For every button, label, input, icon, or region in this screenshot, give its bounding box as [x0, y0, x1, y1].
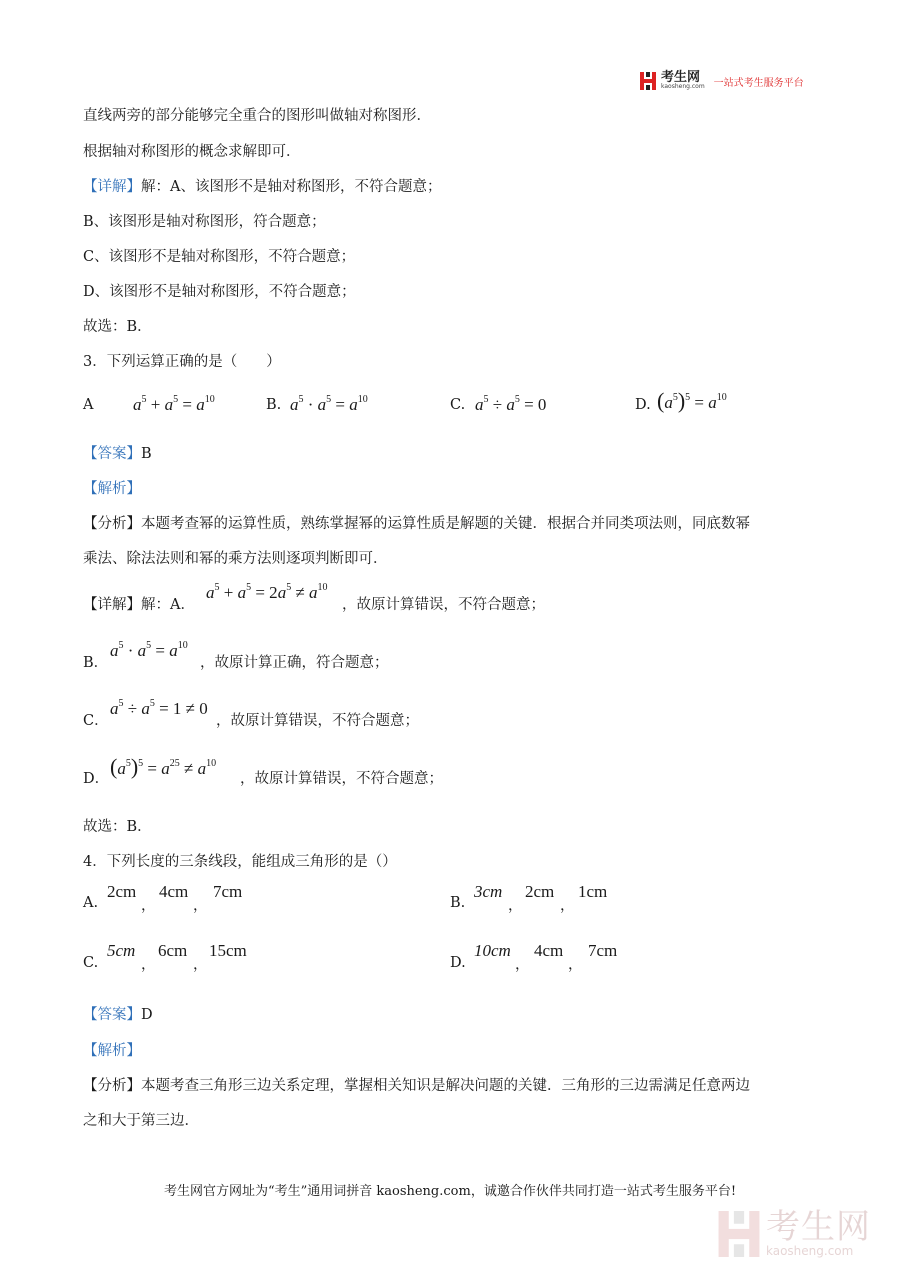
q4-analysis-l2: 之和大于第三边．: [83, 1113, 199, 1129]
q4-opt-a-2: 4cm: [159, 882, 189, 901]
q3-jiexi-tag: 【解析】: [83, 481, 141, 497]
q3-detail-d-prefix: D．: [83, 771, 110, 787]
q4-opt-c-1: 5cm: [107, 941, 136, 960]
q3-opt-d-math: $(a^5)^5 = a^{10}$: [657, 388, 727, 413]
q2-detail-c: C、该图形不是轴对称图形，不符合题意；: [83, 249, 356, 265]
analysis-tag: 【分析】: [83, 1078, 141, 1094]
q3-analysis-l1-text: 本题考查幂的运算性质，熟练掌握幂的运算性质是解题的关键．根据合并同类项法则，同底数幂: [141, 516, 750, 532]
q4-opt-d-1: 10cm: [474, 941, 511, 960]
q4-jiexi-tag: 【解析】: [83, 1043, 141, 1059]
q4-analysis-l1: [83, 1074, 750, 1095]
q3-opt-b-label: B.: [266, 397, 282, 413]
q4-opt-b-2: 2cm: [525, 882, 555, 901]
logo-domain: kaosheng.com: [661, 83, 705, 90]
logo-mark-icon: [640, 72, 656, 90]
logo-name: 考生网: [661, 70, 701, 85]
q4-opt-d-label: D.: [450, 955, 466, 971]
watermark-logo: [718, 1207, 871, 1258]
q2-choose: 故选：B．: [83, 319, 152, 335]
q3-detail-c-prefix: C．: [83, 713, 109, 729]
footer-text: 考生网官方网址为“考生”通用词拼音 kaosheng.com，诚邀合作伙伴共同打造一站式考生服务平台!: [163, 1184, 737, 1199]
q4-sep: ，: [568, 957, 583, 973]
q3-opt-d-label: D.: [635, 397, 651, 413]
q3-detail-a: [83, 593, 195, 614]
answer-tag: 【答案】: [83, 446, 141, 462]
q4-sep: ，: [141, 957, 156, 973]
q4-sep: ，: [515, 957, 530, 973]
q4-opt-c-3: 15cm: [209, 941, 247, 960]
q3-stem: 3．下列运算正确的是（ ）: [83, 354, 281, 370]
q4-opt-b-3: 1cm: [578, 882, 608, 901]
q3-detail-c-math: $a^5 \div a^5 = 1 \ne 0$: [110, 698, 208, 718]
q3-opt-b-math: $a^5 \cdot a^5 = a^{10}$: [290, 394, 368, 414]
watermark-text: 考生网: [766, 1207, 871, 1247]
q2-line1: 直线两旁的部分能够完全重合的图形叫做轴对称图形．: [83, 108, 431, 124]
q4-opt-a-1-text: 2cm: [107, 882, 137, 901]
q3-choose: 故选：B．: [83, 819, 152, 835]
watermark-domain: kaosheng.com: [766, 1244, 854, 1258]
q4-opt-a-3: 7cm: [213, 882, 243, 901]
q4-opt-a-1: [107, 882, 136, 902]
q4-opt-d-3: 7cm: [588, 941, 618, 960]
q3-opt-c-label: C.: [450, 397, 466, 413]
q3-opt-a-math: $a^5 + a^5 = a^{10}$: [133, 394, 215, 414]
q4-opt-c-label: C.: [83, 955, 99, 971]
q4-opt-c-2: 6cm: [158, 941, 188, 960]
q4-opt-b-1: 3cm: [474, 882, 503, 901]
q4-opt-a-label: A.: [83, 895, 99, 911]
header-logo: [640, 70, 804, 92]
q3-analysis-l2: 乘法、除法法则和幂的乘方法则逐项判断即可．: [83, 551, 388, 567]
q3-analysis-l1: [83, 512, 750, 533]
q2-detail-b: B、该图形是轴对称图形，符合题意；: [83, 214, 326, 230]
q3-detail-a-suffix: ，故原计算错误，不符合题意；: [342, 597, 545, 613]
q4-sep: ，: [508, 898, 523, 914]
q2-detail-a: [83, 175, 441, 196]
answer-tag: 【答案】: [83, 1007, 141, 1023]
q4-stem: 4．下列长度的三条线段，能组成三角形的是（）: [83, 854, 397, 870]
q4-answer-value: D: [141, 1007, 153, 1023]
q4-sep: ，: [193, 898, 208, 914]
q3-detail-d-math: $(a^5)^5 = a^{25} \ne a^{10}$: [110, 754, 217, 779]
q3-opt-a-label: A: [83, 397, 94, 413]
q3-detail-b-prefix: B．: [83, 655, 109, 671]
detail-tag: 【详解】: [83, 179, 141, 195]
q3-detail-b-suffix: ，故原计算正确，符合题意；: [200, 655, 389, 671]
header-slogan: 一站式考生服务平台: [713, 77, 804, 89]
q3-answer: [83, 442, 152, 463]
q3-detail-a-prefix: 解：A．: [141, 597, 195, 613]
q3-answer-value: B: [141, 446, 152, 462]
watermark-mark-icon: [718, 1211, 760, 1257]
detail-tag: 【详解】: [83, 597, 141, 613]
q3-detail-b-math: $a^5 \cdot a^5 = a^{10}$: [110, 640, 188, 660]
q4-sep: ，: [193, 957, 208, 973]
q3-opt-c-math: $a^5 \div a^5 = 0$: [475, 394, 547, 414]
analysis-tag: 【分析】: [83, 516, 141, 532]
q4-sep: ，: [141, 898, 156, 914]
q4-opt-b-label: B.: [450, 895, 466, 911]
q4-answer: [83, 1003, 153, 1024]
q4-opt-d-2: 4cm: [534, 941, 564, 960]
q3-detail-d-suffix: ，故原计算错误，不符合题意；: [240, 771, 443, 787]
q2-detail-a-text: 解：A、该图形不是轴对称图形，不符合题意；: [141, 179, 442, 195]
q4-analysis-l1-text: 本题考查三角形三边关系定理，掌握相关知识是解决问题的关键．三角形的三边需满足任意两边: [141, 1078, 750, 1094]
q4-sep: ，: [560, 898, 575, 914]
q2-detail-d: D、该图形不是轴对称图形，不符合题意；: [83, 284, 356, 300]
q2-line2: 根据轴对称图形的概念求解即可．: [83, 144, 301, 160]
q3-detail-a-math: $a^5 + a^5 = 2a^5 \ne a^{10}$: [206, 582, 328, 602]
q3-detail-c-suffix: ，故原计算错误，不符合题意；: [216, 713, 419, 729]
